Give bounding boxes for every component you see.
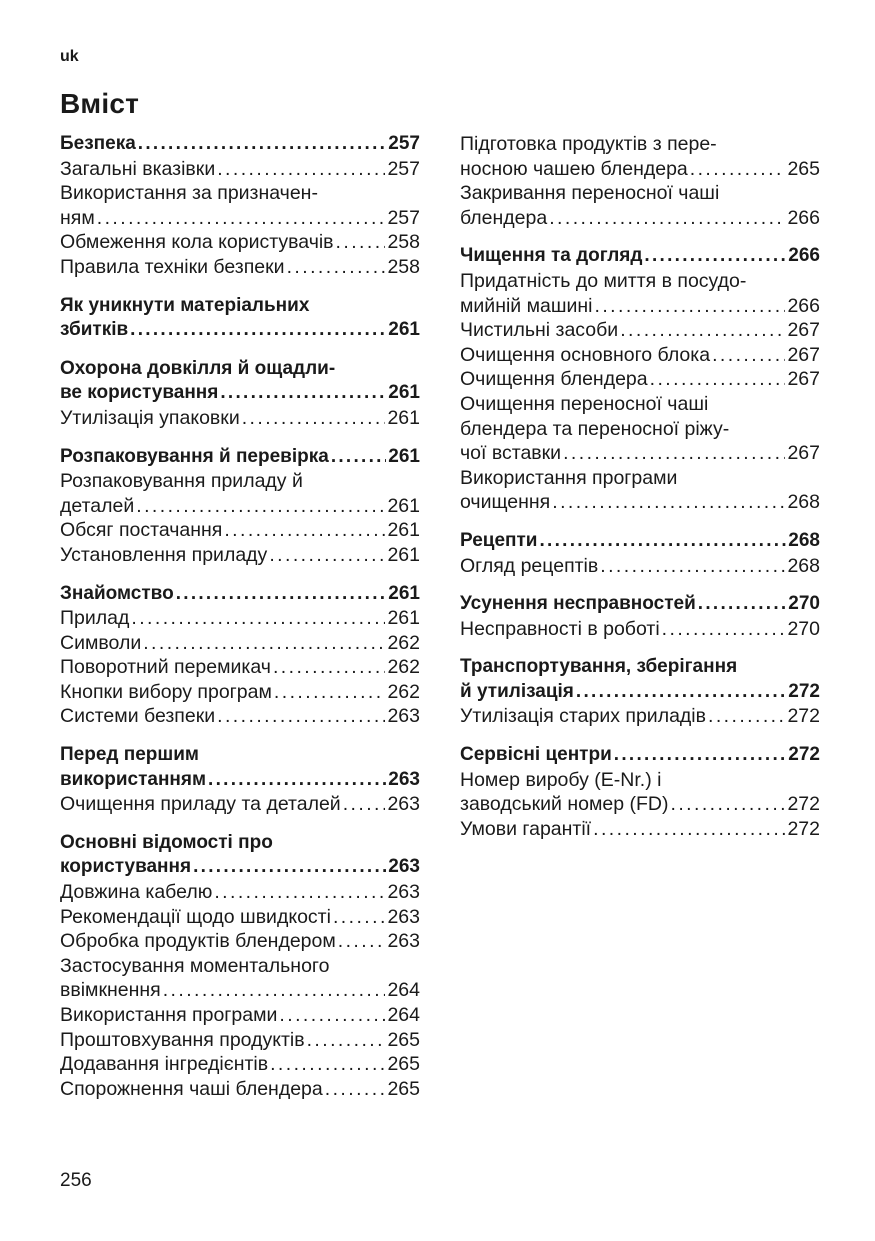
toc-page-number: 263 — [387, 793, 420, 816]
toc-page-number: 267 — [787, 442, 820, 465]
toc-entry[interactable] — [460, 392, 820, 466]
toc-section — [60, 582, 420, 730]
toc-entry[interactable] — [60, 954, 420, 1003]
toc-entry-title: Номер виробу (E-Nr.) і заводський номер (FD) — [460, 768, 669, 816]
toc-section-heading[interactable] — [460, 743, 820, 768]
toc-page-number: 261 — [387, 607, 420, 630]
toc-entry-title: Обсяг постачання — [60, 519, 223, 542]
toc-entry[interactable] — [60, 255, 420, 280]
page-number: 256 — [60, 1170, 92, 1191]
page-title: Вміст — [60, 88, 139, 119]
toc-page-number: 270 — [786, 592, 820, 617]
toc-entry[interactable] — [60, 606, 420, 631]
toc-section — [460, 529, 820, 578]
toc-entry-title-wrap — [460, 592, 786, 617]
toc-entry-title: Рекомендації щодо швидкості — [60, 905, 331, 928]
toc-entry-title: Очищення приладу та деталей — [60, 793, 341, 816]
toc-page-number: 267 — [787, 319, 820, 342]
toc-page-number: 266 — [787, 294, 820, 317]
toc-entry-title-wrap — [60, 406, 385, 431]
toc-entry[interactable] — [460, 367, 820, 392]
toc-section — [460, 592, 820, 641]
toc-entry-title: Системи безпеки — [60, 705, 216, 728]
toc-entry-title-wrap — [60, 132, 386, 157]
toc-entry-title: Основні відомості про користування — [60, 831, 273, 878]
toc-entry-title-wrap — [460, 132, 785, 181]
toc-entry-title: Символи — [60, 631, 142, 654]
toc-entry-title-wrap — [60, 1003, 385, 1028]
toc-page-number: 257 — [386, 132, 420, 157]
toc-entry-title-wrap — [60, 831, 386, 880]
toc-entry[interactable] — [60, 1003, 420, 1028]
toc-entry[interactable] — [60, 543, 420, 568]
toc-entry-title-wrap — [60, 743, 386, 792]
toc-entry-title: Огляд рецептів — [460, 554, 599, 577]
toc-entry-title: Очищення блендера — [460, 368, 648, 391]
toc-section-heading[interactable] — [460, 244, 820, 269]
toc-page-number: 263 — [386, 768, 420, 793]
toc-entry-title: Очищення переносної чаші блендера та переносної ріжу- чої вставки — [460, 392, 730, 465]
toc-entry[interactable] — [60, 181, 420, 230]
toc-entry-title: Очищення основного блока — [460, 343, 711, 366]
toc-section-heading[interactable] — [60, 357, 420, 406]
toc-entry-title: Транспортування, зберігання й утилізація — [460, 656, 738, 702]
toc-entry-title: Додавання інгредієнтів — [60, 1053, 269, 1076]
toc-entry-title-wrap — [60, 157, 385, 182]
toc-entry-title-wrap — [460, 768, 785, 817]
toc-entry-title: Застосування моментального ввімкнення — [60, 954, 330, 1002]
toc-page-number: 261 — [386, 381, 420, 406]
toc-page-number: 262 — [387, 680, 420, 703]
toc-entry-title: Утилізація старих приладів — [460, 705, 706, 728]
toc-entry[interactable] — [460, 132, 820, 181]
toc-entry-title: Як уникнути матеріальних збитків — [60, 294, 310, 341]
toc-entry[interactable] — [460, 466, 820, 515]
toc-entry-title: Використання за призначен- ням — [60, 182, 318, 229]
toc-entry-title-wrap — [60, 230, 385, 255]
toc-entry-title: Чистильні засоби — [460, 319, 619, 342]
toc-page-number: 261 — [387, 519, 420, 542]
toc-entry-title: Спорожнення чаші блендера — [60, 1077, 323, 1100]
toc-entry-title: Загальні вказівки — [60, 157, 216, 180]
toc-entry-title-wrap — [460, 367, 785, 392]
toc-entry[interactable] — [460, 704, 820, 729]
toc-page-number: 265 — [387, 1077, 420, 1100]
toc-column-right — [460, 132, 820, 855]
toc-entry-title-wrap — [460, 269, 785, 318]
toc-entry-title: Довжина кабелю — [60, 881, 213, 904]
toc-entry-title-wrap — [460, 181, 785, 230]
toc-entry[interactable] — [60, 406, 420, 431]
toc-entry-title-wrap — [60, 954, 385, 1003]
toc-entry-title-wrap — [60, 445, 386, 470]
toc-entry[interactable] — [60, 157, 420, 182]
toc-page-number: 257 — [387, 206, 420, 229]
language-code: uk — [60, 48, 79, 65]
toc-section — [60, 357, 420, 431]
toc-page-number: 263 — [387, 905, 420, 928]
toc-section-heading[interactable] — [60, 294, 420, 343]
toc-entry[interactable] — [60, 792, 420, 817]
toc-entry-title: Закривання переносної чаші блендера — [460, 182, 720, 229]
toc-section — [60, 445, 420, 568]
toc-entry-title-wrap — [60, 680, 385, 705]
toc-entry-title-wrap — [460, 743, 786, 768]
toc-entry-title-wrap — [460, 655, 786, 704]
toc-entry-title: Поворотний перемикач — [60, 656, 271, 679]
toc-entry[interactable] — [460, 181, 820, 230]
toc-page-number: 272 — [786, 743, 820, 768]
toc-section-heading[interactable] — [60, 831, 420, 880]
toc-entry-title: Використання програми очищення — [460, 466, 678, 514]
toc-entry-title-wrap — [60, 1052, 385, 1077]
toc-section — [460, 743, 820, 841]
toc-entry-title-wrap — [60, 655, 385, 680]
toc-entry-title-wrap — [460, 318, 785, 343]
toc-section — [60, 132, 420, 280]
toc-entry-title-wrap — [60, 905, 385, 930]
toc-entry-title-wrap — [460, 617, 785, 642]
toc-column-left — [60, 132, 420, 1115]
toc-entry[interactable] — [460, 817, 820, 842]
toc-page-number: 266 — [786, 244, 820, 269]
toc-entry[interactable] — [60, 905, 420, 930]
toc-entry-title-wrap — [460, 554, 785, 579]
toc-entry-title: Підготовка продуктів з пере- носною чашею блендера — [460, 133, 717, 180]
toc-entry-title: Безпека — [60, 133, 136, 154]
toc-page-number: 272 — [787, 705, 820, 728]
toc-page-number: 268 — [786, 529, 820, 554]
toc-entry[interactable] — [460, 343, 820, 368]
toc-entry-title-wrap — [460, 466, 785, 515]
toc-entry[interactable] — [460, 318, 820, 343]
toc-page-number: 272 — [786, 680, 820, 705]
toc-section-heading[interactable] — [60, 445, 420, 470]
toc-entry-title: Установлення приладу — [60, 543, 268, 566]
toc-page-number: 267 — [787, 368, 820, 391]
toc-entry-title-wrap — [460, 704, 785, 729]
toc-page-number: 261 — [387, 543, 420, 566]
toc-section — [60, 294, 420, 343]
toc-entry[interactable] — [460, 617, 820, 642]
toc-entry-title-wrap — [60, 1077, 385, 1102]
toc-entry-title-wrap — [60, 181, 385, 230]
toc-entry[interactable] — [60, 469, 420, 518]
toc-section-heading[interactable] — [460, 529, 820, 554]
toc-entry-title-wrap — [460, 529, 786, 554]
toc-page-number: 263 — [387, 705, 420, 728]
toc-entry-title-wrap — [60, 469, 385, 518]
toc-entry[interactable] — [460, 269, 820, 318]
toc-entry-title: Розпаковування й перевірка — [60, 445, 329, 467]
toc-entry-title-wrap — [60, 880, 385, 905]
toc-entry[interactable] — [60, 1028, 420, 1053]
toc-page-number: 263 — [386, 855, 420, 880]
toc-section-heading[interactable] — [60, 582, 420, 607]
toc-page-number: 265 — [387, 1053, 420, 1076]
toc-entry-title: Проштовхування продуктів — [60, 1028, 305, 1051]
toc-entry-title: Знайомство — [60, 582, 174, 604]
toc-entry[interactable] — [60, 880, 420, 905]
toc-section — [60, 743, 420, 817]
toc-entry-title-wrap — [460, 817, 785, 842]
toc-page-number: 258 — [387, 255, 420, 278]
toc-entry-title: Рецепти — [460, 529, 538, 551]
toc-entry[interactable] — [60, 680, 420, 705]
toc-entry-title: Правила техніки безпеки — [60, 255, 285, 278]
toc-section-heading[interactable] — [60, 132, 420, 157]
toc-page-number: 272 — [787, 817, 820, 840]
toc-page-number: 268 — [787, 554, 820, 577]
toc-section-heading[interactable] — [460, 592, 820, 617]
toc-page-number: 263 — [387, 930, 420, 953]
toc-entry[interactable] — [60, 704, 420, 729]
toc-entry-title: Обмеження кола користувачів — [60, 231, 334, 254]
toc-page-number: 261 — [387, 494, 420, 517]
toc-entry-title-wrap — [60, 543, 385, 568]
toc-entry[interactable] — [460, 768, 820, 817]
toc-page-number: 261 — [386, 582, 420, 607]
toc-entry-title-wrap — [460, 244, 786, 269]
toc-page-number: 265 — [387, 1028, 420, 1051]
toc-entry-title-wrap — [60, 294, 386, 343]
toc-section-heading[interactable] — [60, 743, 420, 792]
toc-entry-title: Обробка продуктів блендером — [60, 930, 336, 953]
toc-page-number: 272 — [787, 793, 820, 816]
toc-page-number: 262 — [387, 631, 420, 654]
toc-section — [460, 132, 820, 230]
toc-page-number: 267 — [787, 343, 820, 366]
toc-entry-title-wrap — [60, 704, 385, 729]
toc-entry-title: Використання програми — [60, 1004, 278, 1026]
toc-section — [460, 655, 820, 729]
toc-entry[interactable] — [60, 230, 420, 255]
toc-entry-title: Чищення та догляд — [460, 245, 643, 267]
toc-page-number: 261 — [387, 406, 420, 429]
toc-entry-title: Придатність до миття в посудо- мийній машині — [460, 269, 747, 317]
toc-entry-title-wrap — [60, 582, 386, 607]
toc-entry-title-wrap — [60, 792, 385, 817]
toc-entry[interactable] — [60, 518, 420, 543]
toc-entry-title-wrap — [460, 392, 785, 466]
toc-entry-title: Прилад — [60, 607, 130, 630]
toc-page-number: 264 — [387, 1004, 420, 1026]
toc-entry[interactable] — [60, 1077, 420, 1102]
toc-page-number: 270 — [787, 617, 820, 640]
toc-entry-title: Умови гарантії — [460, 817, 592, 840]
toc-section — [460, 244, 820, 515]
toc-entry-title: Сервісні центри — [460, 744, 612, 766]
toc-page-number: 265 — [787, 157, 820, 180]
toc-entry-title: Кнопки вибору програм — [60, 680, 272, 703]
toc-entry-title-wrap — [60, 518, 385, 543]
toc-entry-title: Розпаковування приладу й деталей — [60, 470, 303, 517]
toc-entry[interactable] — [460, 554, 820, 579]
toc-entry-title-wrap — [60, 929, 385, 954]
toc-entry-title-wrap — [60, 606, 385, 631]
toc-entry-title: Охорона довкілля й ощадли- ве користування — [60, 357, 336, 404]
toc-entry[interactable] — [60, 631, 420, 656]
toc-entry-title: Несправності в роботі — [460, 617, 660, 640]
toc-entry-title: Утилізація упаковки — [60, 406, 240, 429]
toc-page-number: 268 — [787, 491, 820, 514]
toc-page-number: 262 — [387, 656, 420, 679]
toc-page-number: 258 — [387, 231, 420, 254]
toc-entry[interactable] — [60, 929, 420, 954]
toc-entry-title-wrap — [60, 631, 385, 656]
toc-entry-title-wrap — [60, 357, 386, 406]
toc-page-number: 266 — [787, 206, 820, 229]
toc-page-number: 264 — [387, 979, 420, 1002]
toc-entry-title-wrap — [60, 255, 385, 280]
toc-entry-title: Усунення несправностей — [460, 593, 696, 615]
toc-entry-title-wrap — [60, 1028, 385, 1053]
toc-page-number: 261 — [386, 445, 420, 470]
toc-entry-title: Перед першим використанням — [60, 744, 207, 790]
toc-entry[interactable] — [60, 655, 420, 680]
toc-page-number: 263 — [387, 881, 420, 904]
toc-page-number: 257 — [387, 157, 420, 180]
toc-entry-title-wrap — [460, 343, 785, 368]
toc-section-heading[interactable] — [460, 655, 820, 704]
toc-entry[interactable] — [60, 1052, 420, 1077]
toc-page-number: 261 — [386, 318, 420, 343]
toc-section — [60, 831, 420, 1102]
